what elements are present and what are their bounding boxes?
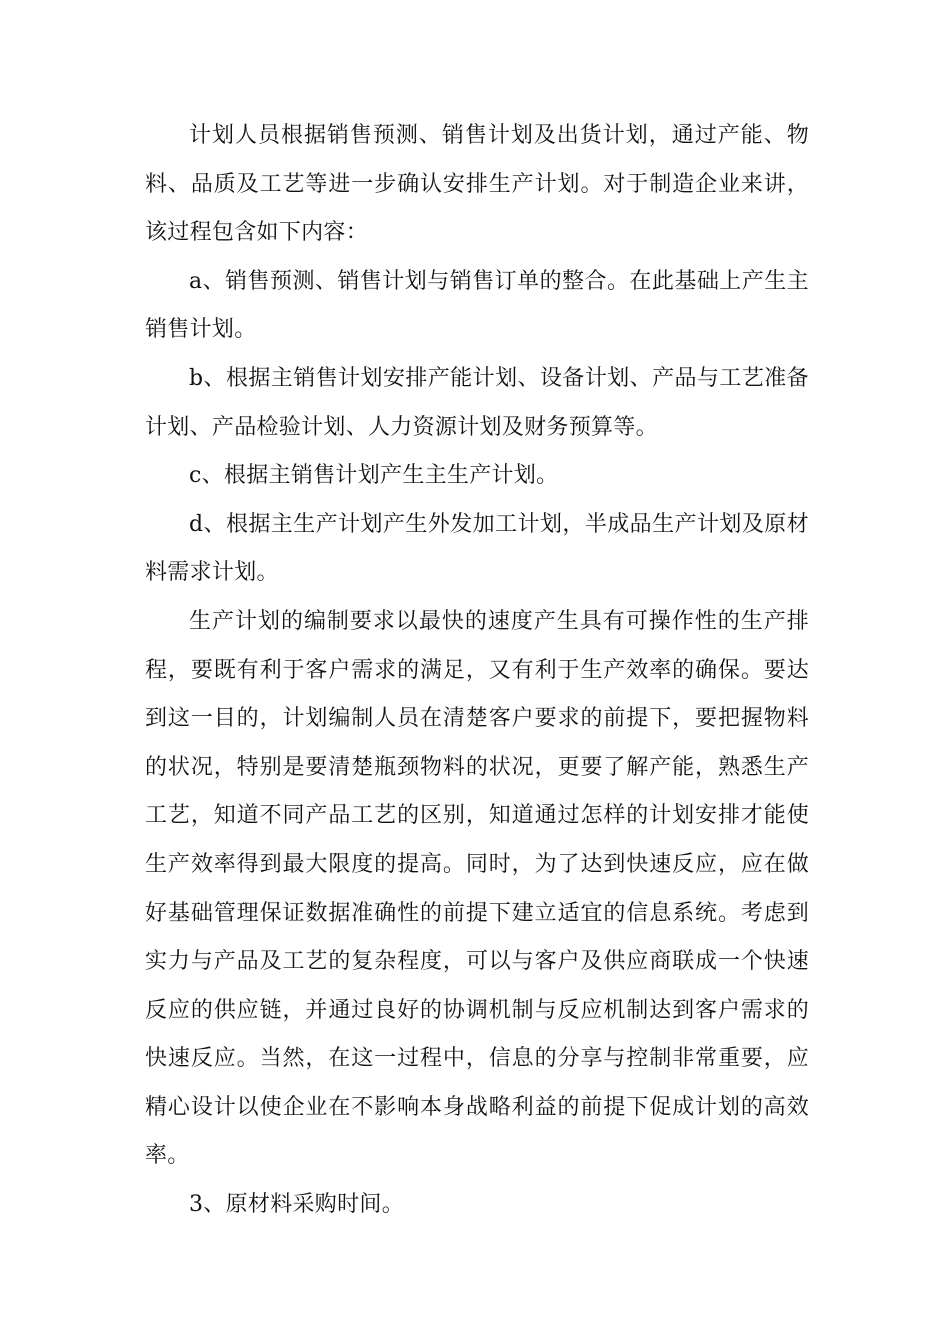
paragraph-item-b: b、根据主销售计划安排产能计划、设备计划、产品与工艺准备计划、产品检验计划、人力资源计划及财务预算等。: [145, 365, 809, 440]
paragraph-planning-requirements: 生产计划的编制要求以最快的速度产生具有可操作性的生产排程，要既有利于客户需求的满足，又有利于生产效率的确保。要达到这一目的，计划编制人员在清楚客户要求的前提下，要把握物料的状况，特别是要清楚瓶颈物料的状况，更要了解产能，熟悉生产工艺，知道不同产品工艺的区别，知道通过怎样的计划安排才能使生产效率得到最大限度的提高。同时，为了达到快速反应，应在做好基础管理保证数据准确性的前提下建立适宜的信息系统。考虑到实力与产品及工艺的复杂程度，可以与客户及供应商联成一个快速反应的供应链，并通过良好的协调机制与反应机制达到客户需求的快速反应。当然，在这一过程中，信息的分享与控制非常重要，应精心设计以使企业在不影响本身战略利益的前提下促成计划的高效率。: [145, 608, 809, 1169]
paragraph-item-d: d、根据主生产计划产生外发加工计划，半成品生产计划及原材料需求计划。: [145, 511, 809, 586]
document-body: [145, 112, 809, 1230]
paragraph-item-a: a、销售预测、销售计划与销售订单的整合。在此基础上产生主销售计划。: [145, 268, 809, 343]
section-heading-3: 3、原材料采购时间。: [189, 1192, 404, 1218]
paragraph-intro: 计划人员根据销售预测、销售计划及出货计划，通过产能、物料、品质及工艺等进一步确认安排生产计划。对于制造企业来讲，该过程包含如下内容：: [145, 123, 809, 246]
paragraph-item-c: c、根据主销售计划产生主生产计划。: [189, 463, 559, 489]
